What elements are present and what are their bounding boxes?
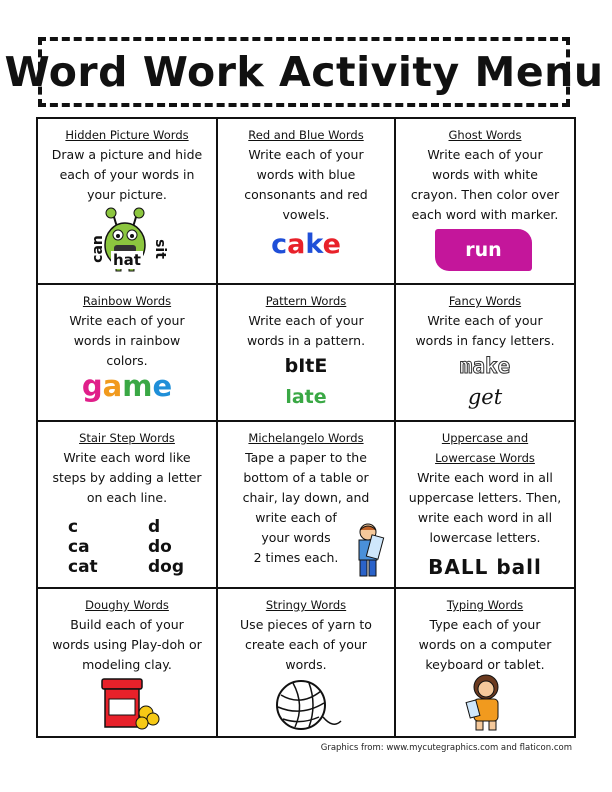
title-banner [4, 37, 604, 107]
cell-typing [396, 589, 574, 736]
yarn-ball-icon [273, 677, 343, 733]
hidden-word: can [89, 235, 106, 263]
cell-red-and-blue [218, 119, 396, 285]
cell-hidden-picture [38, 119, 218, 285]
desc-line: create each of your [245, 637, 367, 652]
desc-line: colors. [106, 353, 148, 368]
desc-line: words in fancy letters. [415, 333, 555, 348]
desc-line: words using Play-doh or [52, 637, 202, 652]
child-drawing-illustration [353, 522, 387, 582]
stair-word: d [148, 517, 161, 537]
cell-desc [38, 448, 216, 508]
pattern-word: bItE [284, 355, 328, 377]
cell-stair-step [38, 422, 218, 589]
cell-title [396, 430, 574, 466]
cell-desc [396, 311, 574, 351]
cell-desc [218, 311, 394, 351]
ghost-word: run [465, 239, 502, 261]
cell-title: Stringy Words [265, 598, 347, 612]
example-word-game [38, 369, 216, 403]
desc-line: Use pieces of yarn to [240, 617, 372, 632]
letter: e [152, 369, 173, 403]
desc-line: crayon. Then color over [410, 187, 560, 202]
cell-title: Red and Blue Words [248, 128, 364, 142]
cell-desc [396, 468, 574, 548]
desc-line: each of your words in [59, 167, 195, 182]
marker-swatch [435, 229, 532, 271]
desc-line: each word with marker. [411, 207, 559, 222]
cell-desc [38, 311, 216, 371]
cell-desc [396, 615, 574, 675]
desc-line: words in rainbow [73, 333, 181, 348]
desc-line: Write each word in all [417, 470, 553, 485]
desc-line: on each line. [86, 490, 168, 505]
cell-desc [38, 145, 216, 205]
stair-word: do [148, 537, 172, 557]
cell-ghost [396, 119, 574, 285]
letter: a [102, 369, 123, 403]
desc-line: vowels. [282, 207, 330, 222]
desc-line: words. [285, 657, 327, 672]
stair-column [68, 517, 98, 577]
desc-line: Build each of your [70, 617, 184, 632]
letter: k [305, 229, 323, 260]
page-title: Word Work Activity Menu [4, 48, 604, 96]
desc-line: chair, lay down, and [242, 490, 370, 505]
desc-line: write each word in all [417, 510, 553, 525]
cell-title: Fancy Words [448, 294, 522, 308]
fancy-word: get [467, 385, 503, 409]
desc-line: your words [261, 530, 331, 545]
cell-title: Stair Step Words [79, 431, 175, 445]
stair-word: c [68, 517, 79, 537]
letter: c [271, 229, 288, 260]
case-example: BALL ball [428, 555, 542, 579]
cell-title: Hidden Picture Words [65, 128, 189, 142]
desc-line: Write each word like [63, 450, 191, 465]
cell-title: Doughy Words [85, 598, 169, 612]
title-line: Lowercase Words [435, 451, 535, 465]
fancy-word: make [459, 354, 511, 378]
pattern-word: late [285, 386, 327, 408]
letter: a [287, 229, 306, 260]
desc-line: lowercase letters. [429, 530, 541, 545]
desc-line: Write each of your [427, 147, 543, 162]
desc-line: modeling clay. [82, 657, 172, 672]
cell-desc [38, 615, 216, 675]
desc-line: 2 times each. [253, 550, 339, 565]
cell-doughy [38, 589, 218, 736]
desc-line: consonants and red [244, 187, 368, 202]
cell-fancy [396, 285, 574, 422]
hidden-word: hat [113, 251, 141, 269]
desc-line: your picture. [87, 187, 167, 202]
rainbow-letters [82, 369, 172, 403]
cell-rainbow [38, 285, 218, 422]
desc-line: words on a computer [418, 637, 552, 652]
desc-line: Draw a picture and hide [51, 147, 203, 162]
colored-letters [271, 229, 341, 260]
letter: m [122, 369, 153, 403]
desc-line: words with white [432, 167, 538, 182]
cell-title: Michelangelo Words [248, 431, 364, 445]
activity-grid [36, 117, 576, 738]
desc-line: Write each of your [248, 313, 364, 328]
desc-line: uppercase letters. Then, [408, 490, 562, 505]
desc-line: words in a pattern. [246, 333, 366, 348]
desc-line: keyboard or tablet. [425, 657, 545, 672]
stair-column [148, 517, 184, 577]
cell-desc [396, 145, 574, 225]
desc-line: write each of [255, 510, 337, 525]
desc-line: Write each of your [69, 313, 185, 328]
desc-line: words with blue [256, 167, 356, 182]
stair-word: cat [68, 557, 98, 577]
desc-line: Type each of your [429, 617, 541, 632]
cell-desc [218, 615, 394, 675]
cell-title: Ghost Words [448, 128, 522, 142]
desc-line: Write each of your [248, 147, 364, 162]
desc-line: bottom of a table or [243, 470, 369, 485]
title-line: Uppercase and [441, 431, 529, 445]
desc-line: Tape a paper to the [245, 450, 367, 465]
desc-line: Write each of your [427, 313, 543, 328]
cell-desc [218, 145, 394, 225]
stair-word: ca [68, 537, 90, 557]
cell-title: Rainbow Words [82, 294, 172, 308]
example-word-cake [218, 229, 394, 260]
girl-with-tablet-illustration [464, 673, 510, 731]
hidden-word: sit [151, 239, 168, 259]
letter: g [81, 369, 103, 403]
graphics-credit: Graphics from: www.mycutegraphics.com and flaticon.com [320, 743, 572, 753]
cell-stringy [218, 589, 396, 736]
cell-uppercase-lowercase [396, 422, 574, 589]
stair-word: dog [148, 557, 185, 577]
desc-line: steps by adding a letter [52, 470, 202, 485]
cell-michelangelo [218, 422, 396, 589]
cell-title: Typing Words [446, 598, 524, 612]
cell-pattern [218, 285, 396, 422]
letter: e [322, 229, 341, 260]
cell-title: Pattern Words [265, 294, 347, 308]
play-doh-icon [98, 675, 162, 733]
